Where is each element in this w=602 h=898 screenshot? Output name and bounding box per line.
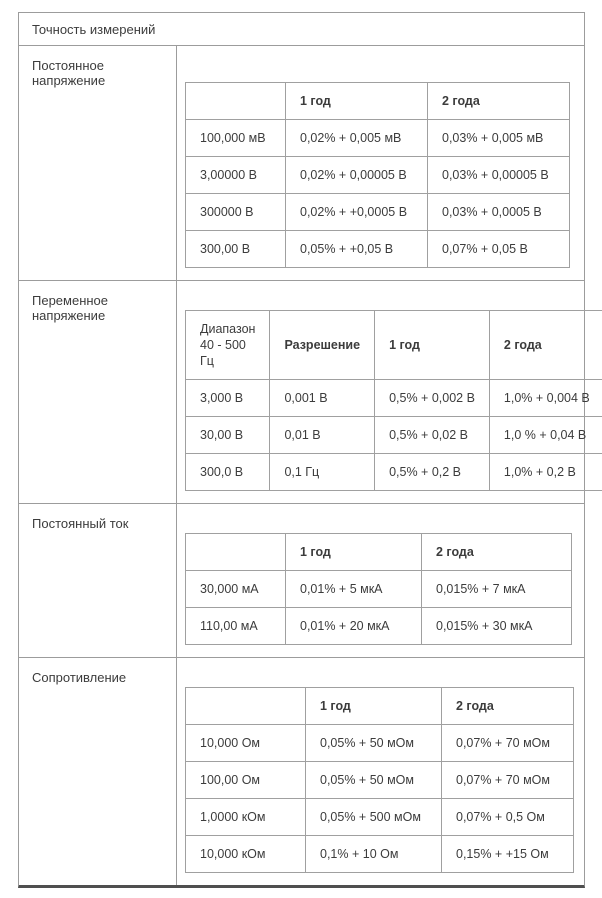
table-row bbox=[186, 836, 574, 873]
table-row bbox=[186, 608, 572, 645]
table-cell: 110,00 мА bbox=[186, 608, 286, 645]
table-cell: 0,05% + 50 мОм bbox=[306, 725, 442, 762]
table-cell: 10,000 кОм bbox=[186, 836, 306, 873]
table-cell: 0,02% + +0,0005 В bbox=[286, 194, 428, 231]
table-cell: 0,5% + 0,02 В bbox=[375, 417, 490, 454]
table-row bbox=[186, 571, 572, 608]
accuracy-spec-document bbox=[18, 12, 585, 888]
table-header-row bbox=[186, 83, 570, 120]
column-header: Разрешение bbox=[270, 311, 375, 380]
table-cell: 0,03% + 0,0005 В bbox=[428, 194, 570, 231]
table-cell: 0,07% + 0,5 Ом bbox=[442, 799, 574, 836]
table-cell: 100,00 Ом bbox=[186, 762, 306, 799]
section-2 bbox=[19, 281, 584, 504]
section-label: Постоянный ток bbox=[19, 504, 177, 657]
table-cell: 0,07% + 70 мОм bbox=[442, 762, 574, 799]
table-row bbox=[186, 380, 602, 417]
sections-container bbox=[19, 46, 584, 885]
section-3 bbox=[19, 504, 584, 658]
column-header bbox=[186, 83, 286, 120]
section-label: Сопротивление bbox=[19, 658, 177, 885]
table-row bbox=[186, 417, 602, 454]
table-cell: 3,00000 В bbox=[186, 157, 286, 194]
section-content bbox=[177, 46, 584, 280]
table-row bbox=[186, 120, 570, 157]
spec-table bbox=[185, 310, 602, 491]
table-row bbox=[186, 157, 570, 194]
table-row bbox=[186, 231, 570, 268]
table-cell: 30,000 мА bbox=[186, 571, 286, 608]
table-cell: 300,0 В bbox=[186, 454, 270, 491]
table-cell: 1,0 % + 0,04 В bbox=[489, 417, 602, 454]
table-row bbox=[186, 762, 574, 799]
section-content bbox=[177, 281, 602, 503]
table-cell: 100,000 мВ bbox=[186, 120, 286, 157]
table-cell: 0,01 В bbox=[270, 417, 375, 454]
column-header bbox=[186, 534, 286, 571]
column-header: Диапазон 40 - 500 Гц bbox=[186, 311, 270, 380]
section-content bbox=[177, 504, 584, 657]
table-cell: 1,0% + 0,2 В bbox=[489, 454, 602, 491]
table-cell: 0,02% + 0,00005 В bbox=[286, 157, 428, 194]
table-cell: 3,000 В bbox=[186, 380, 270, 417]
section-content bbox=[177, 658, 584, 885]
column-header: 1 год bbox=[286, 534, 422, 571]
table-header-row bbox=[186, 311, 602, 380]
column-header: 1 год bbox=[286, 83, 428, 120]
table-cell: 0,5% + 0,002 В bbox=[375, 380, 490, 417]
column-header: 2 года bbox=[422, 534, 572, 571]
table-cell: 0,03% + 0,005 мВ bbox=[428, 120, 570, 157]
page-title: Точность измерений bbox=[19, 13, 584, 46]
table-row bbox=[186, 454, 602, 491]
spec-table bbox=[185, 533, 572, 645]
table-cell: 0,05% + 500 мОм bbox=[306, 799, 442, 836]
table-cell: 0,01% + 5 мкА bbox=[286, 571, 422, 608]
column-header: 2 года bbox=[428, 83, 570, 120]
table-header-row bbox=[186, 688, 574, 725]
table-cell: 0,02% + 0,005 мВ bbox=[286, 120, 428, 157]
table-row bbox=[186, 799, 574, 836]
table-cell: 300000 В bbox=[186, 194, 286, 231]
column-header: 1 год bbox=[306, 688, 442, 725]
table-cell: 300,00 В bbox=[186, 231, 286, 268]
section-label: Постоянное напряжение bbox=[19, 46, 177, 280]
table-cell: 0,015% + 7 мкА bbox=[422, 571, 572, 608]
table-cell: 0,05% + +0,05 В bbox=[286, 231, 428, 268]
table-cell: 0,015% + 30 мкА bbox=[422, 608, 572, 645]
table-cell: 0,07% + 70 мОм bbox=[442, 725, 574, 762]
table-cell: 0,01% + 20 мкА bbox=[286, 608, 422, 645]
table-cell: 0,5% + 0,2 В bbox=[375, 454, 490, 491]
table-row bbox=[186, 194, 570, 231]
section-4 bbox=[19, 658, 584, 885]
table-cell: 0,07% + 0,05 В bbox=[428, 231, 570, 268]
table-cell: 1,0000 кОм bbox=[186, 799, 306, 836]
table-cell: 30,00 В bbox=[186, 417, 270, 454]
table-header-row bbox=[186, 534, 572, 571]
table-cell: 1,0% + 0,004 В bbox=[489, 380, 602, 417]
column-header: 1 год bbox=[375, 311, 490, 380]
section-label: Переменное напряжение bbox=[19, 281, 177, 503]
table-cell: 0,15% + +15 Ом bbox=[442, 836, 574, 873]
table-cell: 0,001 В bbox=[270, 380, 375, 417]
table-cell: 0,1% + 10 Ом bbox=[306, 836, 442, 873]
table-cell: 0,05% + 50 мОм bbox=[306, 762, 442, 799]
table-cell: 0,03% + 0,00005 В bbox=[428, 157, 570, 194]
table-row bbox=[186, 725, 574, 762]
section-1 bbox=[19, 46, 584, 281]
table-cell: 0,1 Гц bbox=[270, 454, 375, 491]
column-header: 2 года bbox=[442, 688, 574, 725]
table-cell: 10,000 Ом bbox=[186, 725, 306, 762]
spec-table bbox=[185, 82, 570, 268]
column-header bbox=[186, 688, 306, 725]
spec-table bbox=[185, 687, 574, 873]
column-header: 2 года bbox=[489, 311, 602, 380]
